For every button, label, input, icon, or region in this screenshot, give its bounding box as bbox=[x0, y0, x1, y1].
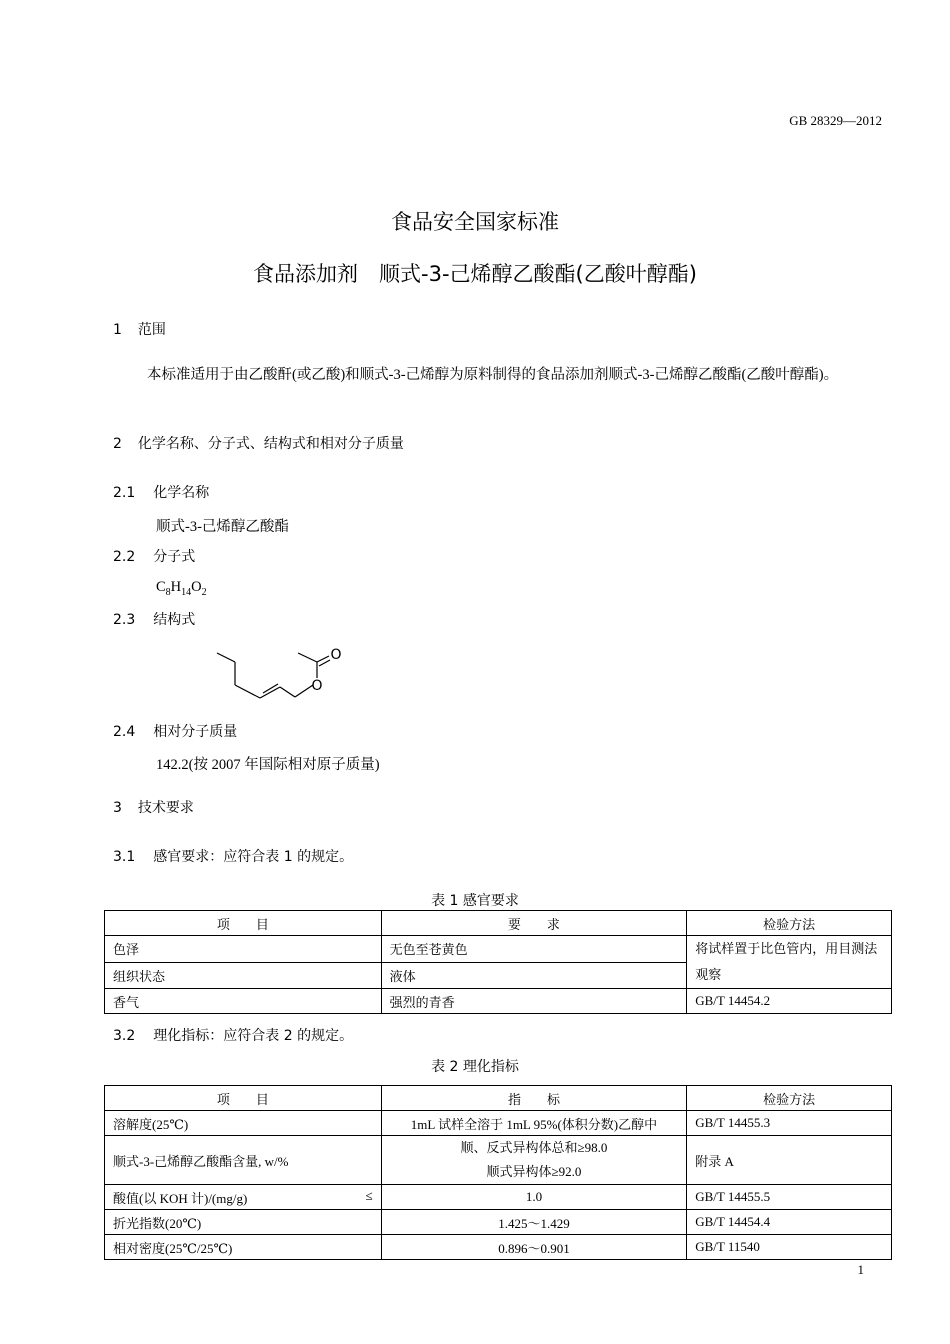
section-title: 技术要求 bbox=[137, 800, 194, 816]
scope-paragraph: 本标准适用于由乙酸酐(或乙酸)和顺式-3-己烯醇为原料制得的食品添加剂顺式-3-己烯醇乙酸酯(乙酸叶醇酯)。 bbox=[147, 367, 839, 383]
section-title: 结构式 bbox=[153, 612, 196, 628]
section-1-heading bbox=[113, 319, 166, 339]
section-2-heading bbox=[113, 433, 404, 453]
column-header: 项 目 bbox=[105, 1086, 382, 1111]
section-title: 感官要求：应符合表 1 的规定。 bbox=[153, 849, 354, 865]
section-number: 2.2 bbox=[113, 549, 136, 565]
item-cell: 溶解度(25℃) bbox=[105, 1111, 382, 1136]
section-number: 2.1 bbox=[113, 485, 136, 501]
item-cell bbox=[105, 1185, 382, 1210]
section-2-3-heading bbox=[113, 609, 195, 629]
column-header: 指 标 bbox=[381, 1086, 687, 1111]
method-cell: 将试样置于比色管内，用目测法观察 bbox=[687, 936, 892, 989]
column-header: 要 求 bbox=[381, 911, 687, 936]
section-3-heading bbox=[113, 797, 194, 817]
spec-cell: 0.896～0.901 bbox=[381, 1235, 687, 1260]
table-row bbox=[105, 989, 892, 1014]
oxygen-ester: O bbox=[311, 678, 323, 694]
table-2-caption: 表 2 理化指标 bbox=[431, 1059, 519, 1075]
section-3-2-heading bbox=[113, 1025, 353, 1045]
item-cell: 色泽 bbox=[105, 936, 382, 963]
section-number: 3 bbox=[113, 800, 122, 816]
column-header: 项 目 bbox=[105, 911, 382, 936]
item-cell: 折光指数(20℃) bbox=[105, 1210, 382, 1235]
section-title: 分子式 bbox=[153, 549, 196, 565]
page-number: 1 bbox=[857, 1262, 864, 1277]
section-title: 理化指标：应符合表 2 的规定。 bbox=[153, 1028, 354, 1044]
section-number: 3.2 bbox=[113, 1028, 136, 1044]
table-row bbox=[105, 1185, 892, 1210]
le-symbol: ≤ bbox=[365, 1187, 373, 1203]
spec-cell: 1.425～1.429 bbox=[381, 1210, 687, 1235]
requirement-cell: 液体 bbox=[381, 962, 687, 989]
spec-cell: 1mL 试样全溶于 1mL 95%(体积分数)乙醇中 bbox=[381, 1111, 687, 1136]
table-row bbox=[105, 1136, 892, 1185]
section-number: 2.3 bbox=[113, 612, 136, 628]
table-row bbox=[105, 1111, 892, 1136]
item-label: 酸值(以 KOH 计)/(mg/g) bbox=[113, 1190, 248, 1206]
table-row bbox=[105, 1235, 892, 1260]
table-1-caption: 表 1 感官要求 bbox=[431, 893, 519, 909]
spec-line: 顺、反式异构体总和≥98.0 bbox=[460, 1140, 608, 1155]
item-cell: 组织状态 bbox=[105, 962, 382, 989]
table-2 bbox=[104, 1085, 892, 1260]
item-cell: 香气 bbox=[105, 989, 382, 1014]
method-cell: GB/T 14455.3 bbox=[687, 1111, 892, 1136]
spec-cell: 1.0 bbox=[381, 1185, 687, 1210]
item-cell: 顺式-3-己烯醇乙酸酯含量, w/% bbox=[105, 1136, 382, 1185]
spec-line: 顺式异构体≥92.0 bbox=[486, 1164, 582, 1179]
oxygen-carbonyl: O bbox=[330, 647, 342, 663]
requirement-cell: 强烈的青香 bbox=[381, 989, 687, 1014]
table-row bbox=[105, 936, 892, 963]
section-2-2-heading bbox=[113, 546, 195, 566]
section-title: 范围 bbox=[137, 322, 166, 338]
chemical-name: 顺式-3-己烯醇乙酸酯 bbox=[156, 519, 289, 535]
standard-code: GB 28329—2012 bbox=[789, 113, 882, 128]
section-number: 3.1 bbox=[113, 849, 136, 865]
section-2-4-heading bbox=[113, 721, 237, 741]
formula-subscript: 8 bbox=[165, 586, 171, 598]
formula-element: C bbox=[156, 579, 166, 595]
method-cell: GB/T 14454.4 bbox=[687, 1210, 892, 1235]
document-title: 食品安全国家标准 bbox=[391, 210, 559, 234]
item-cell: 相对密度(25℃/25℃) bbox=[105, 1235, 382, 1260]
table-header-row bbox=[105, 911, 892, 936]
spec-cell bbox=[381, 1136, 687, 1185]
section-number: 1 bbox=[113, 322, 122, 338]
column-header: 检验方法 bbox=[687, 1086, 892, 1111]
section-number: 2 bbox=[113, 436, 122, 452]
section-2-1-heading bbox=[113, 482, 209, 502]
method-cell: GB/T 11540 bbox=[687, 1235, 892, 1260]
molecular-weight: 142.2(按 2007 年国际相对原子质量) bbox=[156, 757, 380, 773]
molecular-formula bbox=[156, 579, 207, 598]
method-cell: 附录 A bbox=[687, 1136, 892, 1185]
column-header: 检验方法 bbox=[687, 911, 892, 936]
section-3-1-heading bbox=[113, 846, 353, 866]
section-number: 2.4 bbox=[113, 724, 136, 740]
section-title: 化学名称、分子式、结构式和相对分子质量 bbox=[137, 436, 404, 452]
table-1 bbox=[104, 910, 892, 1014]
formula-subscript: 14 bbox=[181, 586, 192, 598]
structural-formula-diagram bbox=[205, 640, 355, 705]
table-row bbox=[105, 1210, 892, 1235]
section-title: 化学名称 bbox=[153, 485, 210, 501]
method-cell: GB/T 14455.5 bbox=[687, 1185, 892, 1210]
formula-subscript: 2 bbox=[201, 586, 207, 598]
method-cell: GB/T 14454.2 bbox=[687, 989, 892, 1014]
document-subtitle: 食品添加剂 顺式-3-己烯醇乙酸酯(乙酸叶醇酯) bbox=[253, 262, 697, 286]
table-header-row bbox=[105, 1086, 892, 1111]
section-title: 相对分子质量 bbox=[153, 724, 238, 740]
formula-element: H bbox=[170, 579, 182, 595]
formula-element: O bbox=[191, 579, 202, 595]
requirement-cell: 无色至苍黄色 bbox=[381, 936, 687, 963]
